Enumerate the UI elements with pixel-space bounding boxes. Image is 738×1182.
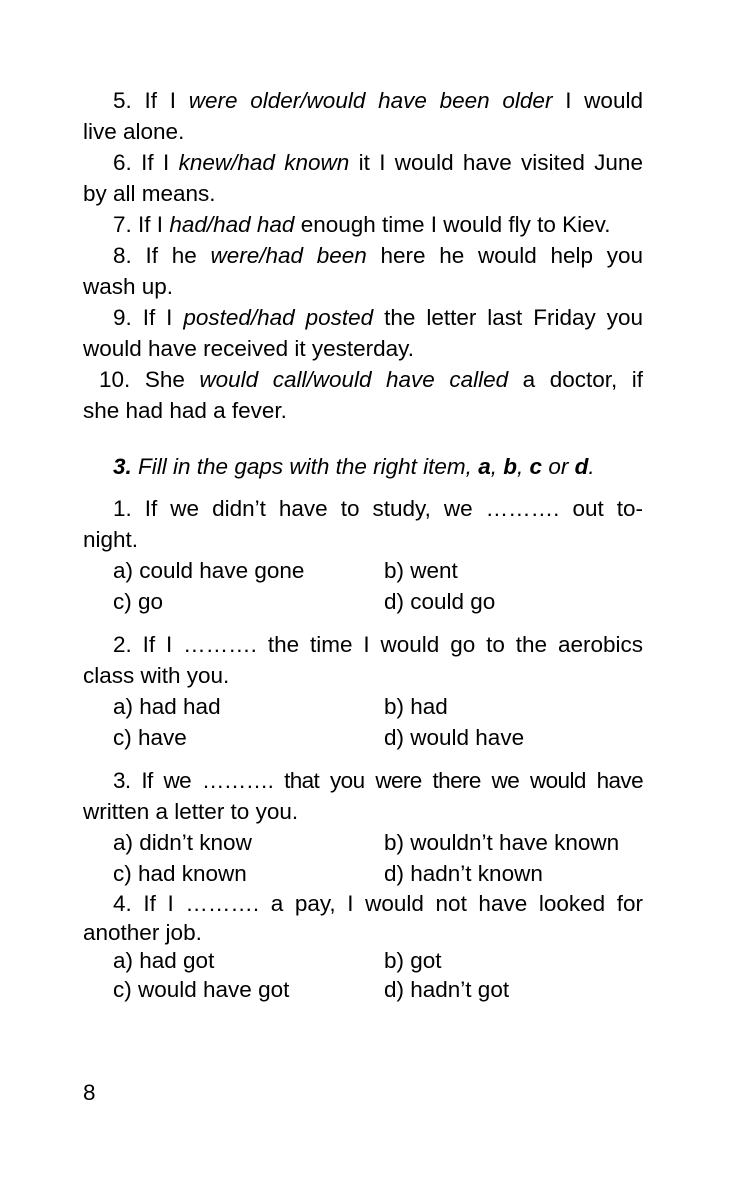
item-8-line2: wash up. [83,274,174,299]
item-6-line1: 6. If I knew/had known it I would have visited June [113,150,643,175]
question-1-option-b: b) went [384,558,458,583]
question-4-option-c: c) would have got [113,977,290,1002]
question-1-option-d: d) could go [384,589,496,614]
question-2-option-b: b) had [384,694,448,719]
item-10-line2: she had had a fever. [83,398,287,423]
question-2-option-d: d) would have [384,725,525,750]
question-1-line2: night. [83,527,139,552]
question-3-line2: written a letter to you. [83,799,299,824]
item-10-line1: 10. She would call/would have called a doctor, if [99,367,644,392]
question-1-option-a: a) could have gone [113,558,305,583]
question-2-option-a: a) had had [113,694,221,719]
question-2-line1: 2. If I ………. the time I would go to the aerobics [113,632,643,657]
question-4-option-b: b) got [384,948,442,973]
item-9-line1: 9. If I posted/had posted the letter last Friday you [113,305,643,330]
exercise-heading: 3. Fill in the gaps with the right item, a, b, c or d. [113,454,595,479]
item-8-line1: 8. If he were/had been here he would help you [113,243,643,268]
question-4-line1: 4. If I ………. a pay, I would not have looked for [113,891,643,916]
question-1-line1: 1. If we didn’t have to study, we ………. out to- [113,496,643,521]
question-4-line2: another job. [83,920,202,945]
item-6-line2: by all means. [83,181,216,206]
item-5-line2: live alone. [83,119,185,144]
question-3-option-c: c) had known [113,861,247,886]
question-3-option-a: a) didn’t know [113,830,252,855]
question-2-option-c: c) have [113,725,187,750]
item-7-line1: 7. If I had/had had enough time I would fly to Kiev. [113,212,611,237]
question-4-option-d: d) hadn’t got [384,977,510,1002]
question-3-option-d: d) hadn’t known [384,861,543,886]
question-1-option-c: c) go [113,589,164,614]
question-3-option-b: b) wouldn’t have known [384,830,620,855]
page-number: 8 [83,1080,96,1105]
item-5-line1: 5. If I were older/would have been older I would [113,88,643,113]
question-4-option-a: a) had got [113,948,215,973]
question-3-line1: 3. If we ………. that you were there we would have [113,768,643,793]
question-2-line2: class with you. [83,663,230,688]
item-9-line2: would have received it yesterday. [83,336,415,361]
